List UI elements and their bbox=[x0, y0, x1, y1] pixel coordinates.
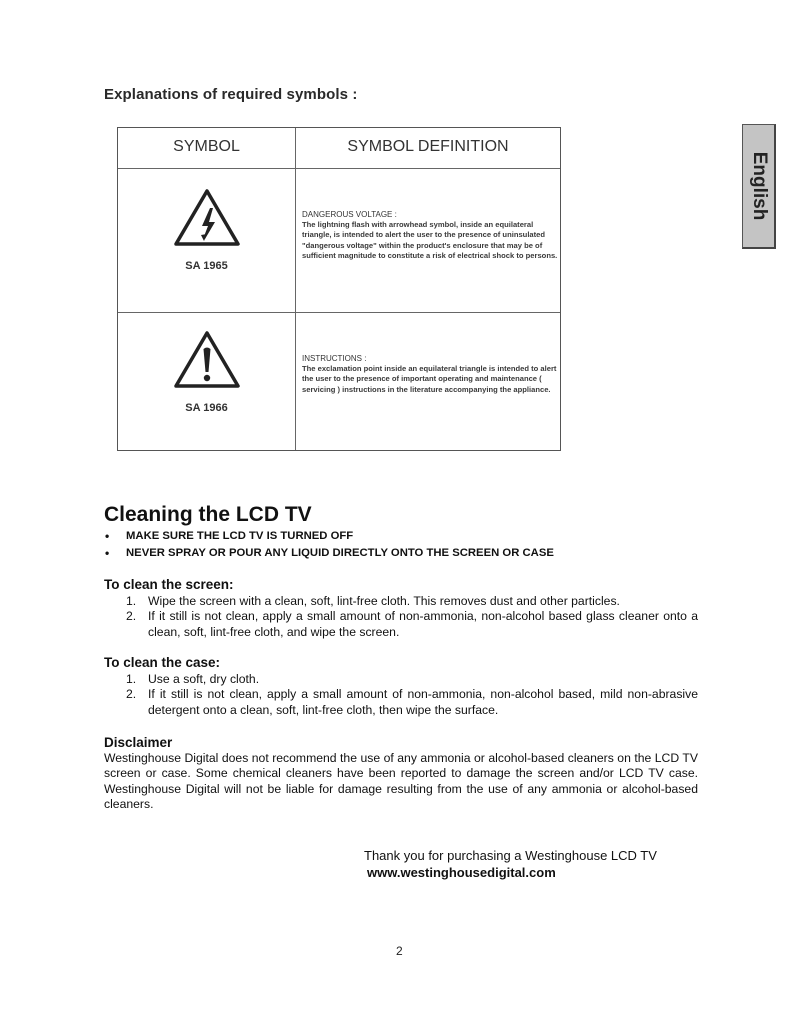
clean-screen-steps bbox=[104, 594, 698, 640]
exclamation-warning-triangle-icon bbox=[118, 328, 295, 392]
table-header-symbol: SYMBOL bbox=[173, 138, 240, 155]
clean-case-steps bbox=[104, 672, 698, 718]
clean-screen-heading: To clean the screen: bbox=[104, 577, 234, 592]
table-row-divider bbox=[118, 168, 560, 169]
symbol-code: SA 1965 bbox=[185, 260, 228, 272]
definition-text: The exclamation point inside an equilateral triangle is intended to alert the user to the presence of important operating and maintenance ( servicing ) instructions in the literature accompanying the appliance. bbox=[302, 364, 557, 394]
table-row-divider bbox=[118, 312, 560, 313]
table-header-definition: SYMBOL DEFINITION bbox=[347, 138, 509, 155]
step-item: 2. If it still is not clean, apply a small amount of non-ammonia, non-alcohol based glass cleaner onto a clean, soft, lint-free cloth, and wipe the screen. bbox=[126, 609, 698, 639]
step-item: 1. Use a soft, dry cloth. bbox=[126, 672, 260, 686]
symbols-heading: Explanations of required symbols : bbox=[104, 86, 358, 103]
definition-title: INSTRUCTIONS : bbox=[302, 354, 367, 363]
cleaning-warnings bbox=[104, 528, 554, 562]
table-row-definition-cell bbox=[302, 210, 562, 261]
warning-item: • NEVER SPRAY OR POUR ANY LIQUID DIRECTLY ONTO THE SCREEN OR CASE bbox=[104, 545, 554, 562]
definition-text: The lightning flash with arrowhead symbol, inside an equilateral triangle, is intended to alert the user to the presence of uninsulated "dangerous voltage" within the product's enclosure that may be of sufficient magnitude to constitute a risk of electrical shock to persons. bbox=[302, 220, 558, 260]
warning-item: • MAKE SURE THE LCD TV IS TURNED OFF bbox=[104, 528, 554, 545]
cleaning-title: Cleaning the LCD TV bbox=[104, 503, 312, 526]
disclaimer-heading: Disclaimer bbox=[104, 735, 173, 750]
page-number: 2 bbox=[396, 944, 403, 958]
language-tab bbox=[742, 124, 776, 249]
lightning-warning-triangle-icon bbox=[118, 186, 295, 250]
step-item: 2. If it still is not clean, apply a small amount of non-ammonia, non-alcohol based, mild non-abrasive detergent onto a clean, soft, lint-free cloth, then wipe the surface. bbox=[126, 687, 698, 717]
website-url: www.westinghousedigital.com bbox=[367, 865, 556, 880]
language-tab-label: English bbox=[748, 151, 770, 221]
table-column-divider bbox=[295, 128, 296, 450]
clean-case-heading: To clean the case: bbox=[104, 655, 221, 670]
table-row-symbol-cell bbox=[118, 186, 295, 272]
thank-you-text: Thank you for purchasing a Westinghouse LCD TV bbox=[364, 848, 657, 863]
step-item: 1. Wipe the screen with a clean, soft, lint-free cloth. This removes dust and other particles. bbox=[126, 594, 620, 608]
table-row-symbol-cell bbox=[118, 328, 295, 414]
disclaimer-text: Westinghouse Digital does not recommend the use of any ammonia or alcohol-based cleaners on the LCD TV screen or case. Some chemical cleaners have been reported to damage the screen and/or LCD TV case. Westinghouse Digital will not be liable for damage resulting from the use of any ammonia or alcohol-based cleaners. bbox=[104, 751, 698, 812]
table-row-definition-cell bbox=[302, 354, 562, 395]
definition-title: DANGEROUS VOLTAGE : bbox=[302, 210, 397, 219]
symbol-code: SA 1966 bbox=[185, 402, 228, 414]
symbols-table bbox=[117, 127, 561, 451]
